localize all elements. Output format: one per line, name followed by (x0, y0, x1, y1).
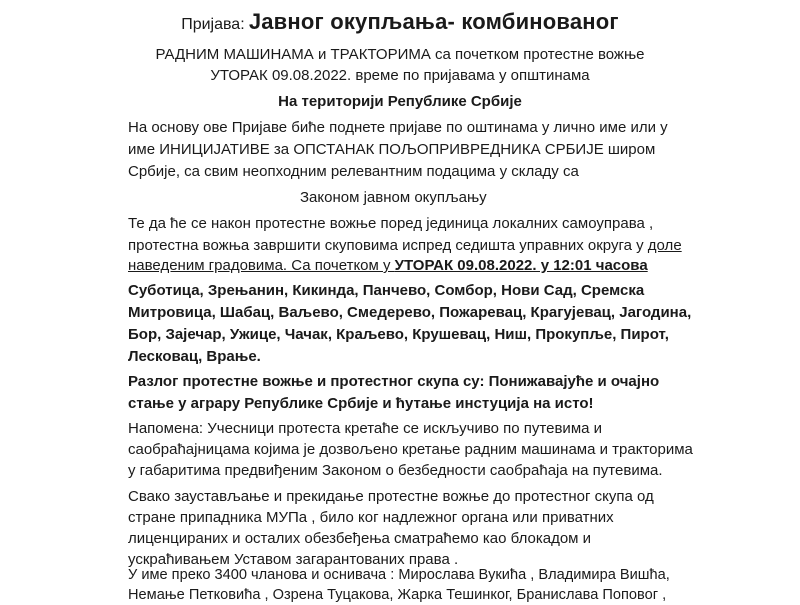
paragraph-2-line-2 (128, 236, 682, 255)
note-line-1: Напомена: Учесници протеста кретаће се искључиво по путевима и (128, 420, 603, 437)
document-header (0, 8, 800, 39)
cities-line-3: Бор, Зајечар, Ужице, Чачак, Краљево, Крушевац, Ниш, Прокупље, Пирот, (128, 326, 669, 343)
cities-line-2: Митровица, Шабац, Ваљево, Смедерево, Пожаревац, Крагујевац, Јагодина, (128, 304, 692, 321)
territory-heading: На територији Републике Србије (278, 93, 522, 110)
start-datetime: УТОРАК 09.08.2022. у 12:01 часова (394, 257, 648, 274)
law-reference: Законом јавном окупљању (300, 189, 487, 206)
paragraph-1-line-2: име ИНИЦИЈАТИВЕ за ОПСТАНАК ПОЉОПРИВРЕДНИКА СРБИЈЕ широм (128, 141, 656, 158)
document-title: Јавног окупљања- комбинованог (248, 9, 619, 34)
paragraph-1-line-1: На основу ове Пријаве биће поднете пријаве по оштинама у лично име или у (128, 119, 668, 136)
header-label: Пријава: (181, 16, 245, 33)
header-subtitle-1: РАДНИМ МАШИНАМА и ТРАКТОРИМА са почетком протестне вожње (155, 46, 645, 63)
reason-line-1: Разлог протестне вожње и протестног скупа су: Понижавајуће и очајно (128, 373, 660, 390)
paragraph-2-line-1: Те да ће се након протестне вожње поред јединица локалних самоуправа , (128, 215, 654, 232)
warning-line-1: Свако заустављање и прекидање протестне вожње до протестног скупа од (128, 488, 654, 505)
reason-line-2: стање у аграру Републике Србије и ћутање инстуција на исто! (128, 395, 594, 412)
warning-line-2: стране припадника МУПа , било ког надлежног органа или приватних (128, 509, 614, 526)
cities-line-4: Лесковац, Врање. (128, 348, 261, 365)
note-line-3: у габаритима предвиђеним Законом о безбедности саобраћаја на путевима. (128, 462, 663, 479)
signature-line-2: Немање Петковића , Озрена Туцакова, Жарка Тешинког, Бранислава Поповог , (128, 587, 667, 603)
cities-line-1: Суботица, Зрењанин, Кикинда, Панчево, Сомбор, Нови Сад, Сремска (128, 282, 645, 299)
warning-line-4: ускраћивањем Уставом загарантованих права . (128, 551, 459, 568)
paragraph-2-line-3 (128, 256, 648, 275)
paragraph-2-line-3-underlined: наведеним градовима. Са почетком у (128, 257, 395, 274)
header-subtitle-2: УТОРАК 09.08.2022. време по пријавама у општинама (210, 67, 590, 84)
note-line-2: саобраћајницама којима је дозвољено кретање радним машинама и тракторима (128, 441, 693, 458)
paragraph-2-line-2-underlined: доле (647, 237, 682, 254)
warning-line-3: лиценцираних и осталих обезбеђења сматраћемо као блокадом и (128, 530, 592, 547)
signature-line-1: У име преко 3400 чланова и оснивача : Мирослава Вукића , Владимира Вишћа, (128, 567, 670, 583)
paragraph-1-line-3: Србије, са свим неопходним релевантним подацима у складу са (128, 163, 579, 180)
paragraph-2-line-2-text: протестна вожња завршити скуповима испред седишта управних округа у (128, 237, 648, 254)
